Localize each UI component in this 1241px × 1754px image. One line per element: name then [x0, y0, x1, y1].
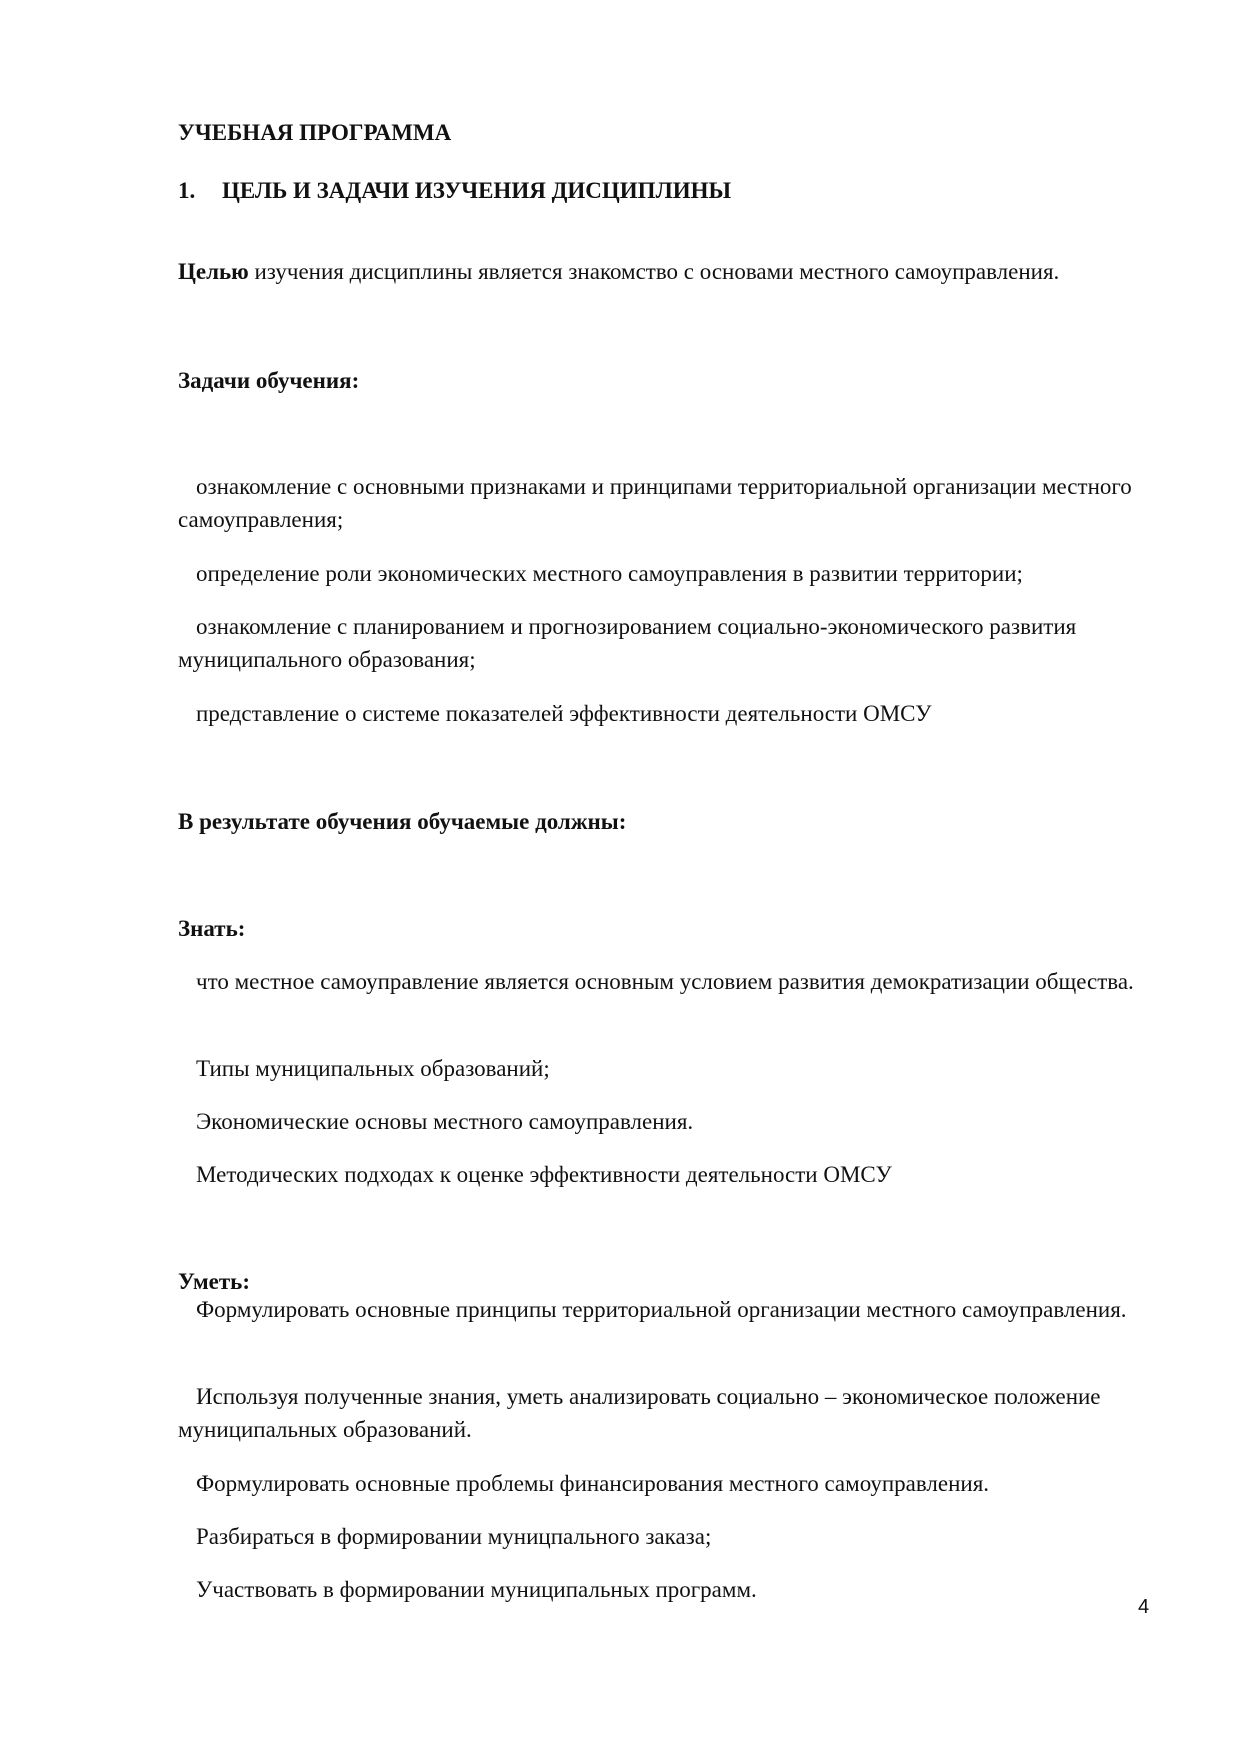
section-number: 1. [178, 178, 196, 203]
know-item: Типы муниципальных образований; [196, 1056, 550, 1081]
know-item: что местное самоуправление является основным условием развития демократизации общества. [196, 969, 1134, 994]
goal-text: изучения дисциплины является знакомство с основами местного самоуправления. [248, 259, 1060, 284]
tasks-heading: Задачи обучения: [178, 368, 360, 393]
able-item: Формулировать основные проблемы финансирования местного самоуправления. [196, 1471, 990, 1496]
know-heading: Знать: [178, 916, 246, 941]
able-item: Участвовать в формировании муниципальных программ. [196, 1577, 757, 1602]
task-item: определение роли экономических местного самоуправления в развитии территории; [196, 561, 1023, 586]
able-item: Разбираться в формировании муницпального заказа; [196, 1524, 712, 1549]
task-item: ознакомление с планированием и прогнозированием социально-экономического развития муниципального образования; [178, 614, 1077, 672]
task-item: представление о системе показателей эффективности деятельности ОМСУ [196, 701, 932, 726]
results-heading: В результате обучения обучаемые должны: [178, 809, 627, 834]
able-heading: Уметь: [178, 1269, 250, 1294]
page-number: 4 [1138, 1596, 1150, 1618]
know-item: Экономические основы местного самоуправления. [196, 1109, 694, 1134]
able-item: Формулировать основные принципы территориальной организации местного самоуправления. [196, 1297, 1127, 1322]
task-item: ознакомление с основными признаками и принципами территориальной организации местного самоуправления; [178, 474, 1132, 532]
know-item: Методических подходах к оценке эффективности деятельности ОМСУ [196, 1162, 892, 1187]
goal-paragraph [178, 255, 1138, 288]
section-heading [178, 174, 1138, 207]
section-title: ЦЕЛЬ И ЗАДАЧИ ИЗУЧЕНИЯ ДИСЦИПЛИНЫ [222, 178, 732, 203]
document-title: УЧЕБНАЯ ПРОГРАММА [178, 120, 452, 145]
goal-lead: Целью [178, 259, 249, 284]
able-item: Используя полученные знания, уметь анализировать социально – экономическое положение муниципальных образований. [178, 1384, 1101, 1442]
